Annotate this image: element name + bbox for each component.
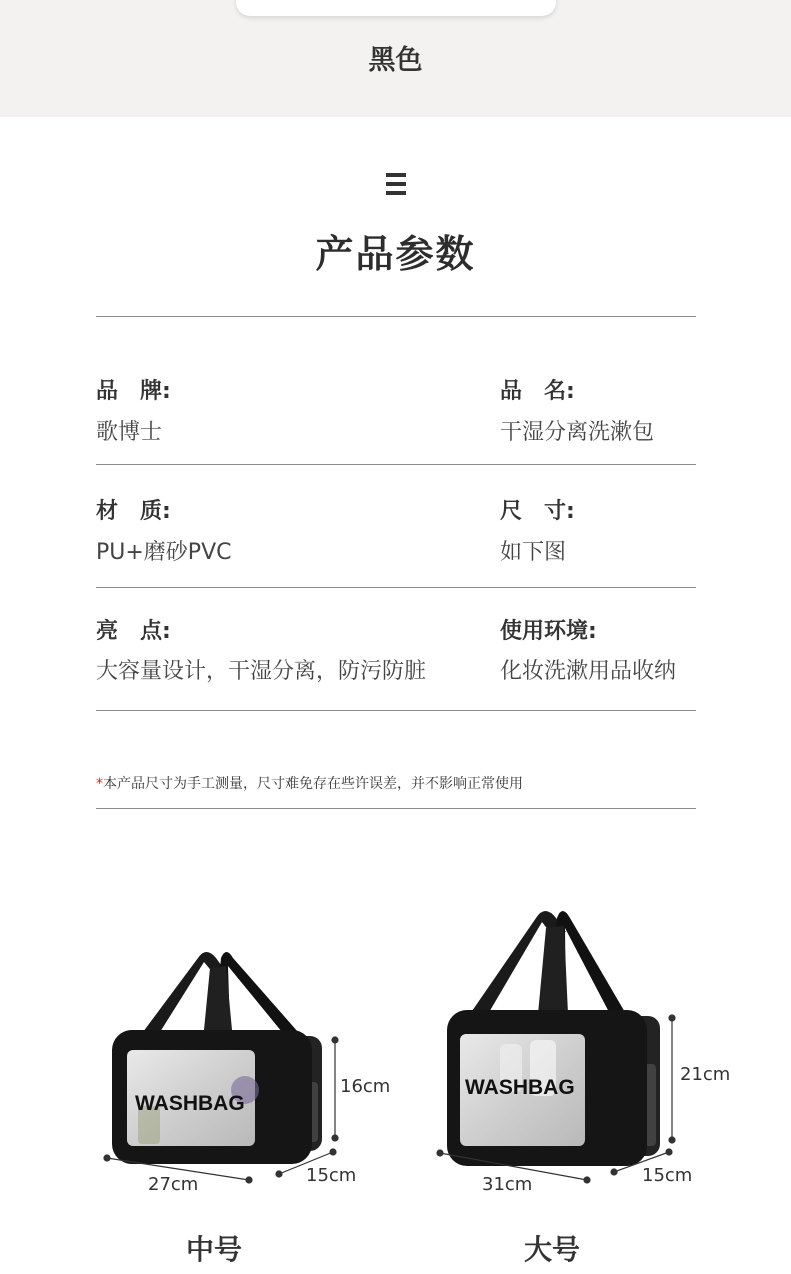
medium-bag-image bbox=[112, 952, 322, 1164]
large-bag-print: WASHBAG bbox=[465, 1076, 575, 1099]
spec-value-highlights: 大容量设计，干湿分离，防污防脏 bbox=[96, 659, 427, 684]
medium-height: 16cm bbox=[340, 1076, 391, 1097]
medium-length: 27cm bbox=[148, 1174, 199, 1195]
note-text: 本产品尺寸为手工测量，尺寸难免存在些许误差，并不影响正常使用 bbox=[103, 776, 523, 792]
large-depth: 15cm bbox=[642, 1165, 693, 1186]
spec-label-material: 材 质: bbox=[96, 499, 171, 524]
medium-bag-print: WASHBAG bbox=[135, 1092, 245, 1115]
divider bbox=[96, 710, 696, 711]
spec-label-highlights: 亮 点: bbox=[96, 619, 171, 644]
product-image-edge bbox=[236, 0, 556, 16]
product-dimension-diagram bbox=[0, 880, 791, 1210]
divider bbox=[96, 464, 696, 465]
large-height: 21cm bbox=[680, 1064, 731, 1085]
color-name: 黑色 bbox=[368, 45, 423, 76]
large-length: 31cm bbox=[482, 1174, 533, 1195]
color-option-band bbox=[0, 0, 791, 117]
spec-value-size: 如下图 bbox=[500, 540, 567, 565]
divider bbox=[96, 808, 696, 809]
spec-value-usage: 化妆洗漱用品收纳 bbox=[500, 659, 677, 684]
section-title: 产品参数 bbox=[315, 232, 476, 276]
spec-label-usage: 使用环境: bbox=[500, 619, 597, 644]
divider bbox=[96, 587, 696, 588]
medium-size-name: 中号 bbox=[186, 1233, 243, 1266]
measurement-note bbox=[96, 773, 523, 793]
spec-value-material: PU+磨砂PVC bbox=[96, 540, 232, 565]
spec-value-product-name: 干湿分离洗漱包 bbox=[500, 420, 655, 445]
spec-value-brand: 歌博士 bbox=[96, 420, 163, 445]
large-size-name: 大号 bbox=[524, 1233, 581, 1266]
spec-label-product-name: 品 名: bbox=[500, 379, 575, 404]
menu-icon bbox=[386, 173, 406, 195]
note-star: * bbox=[96, 776, 103, 792]
large-bag-image bbox=[447, 911, 660, 1166]
medium-depth: 15cm bbox=[306, 1165, 357, 1186]
spec-label-size: 尺 寸: bbox=[500, 499, 575, 524]
divider bbox=[96, 316, 696, 317]
spec-label-brand: 品 牌: bbox=[96, 379, 171, 404]
